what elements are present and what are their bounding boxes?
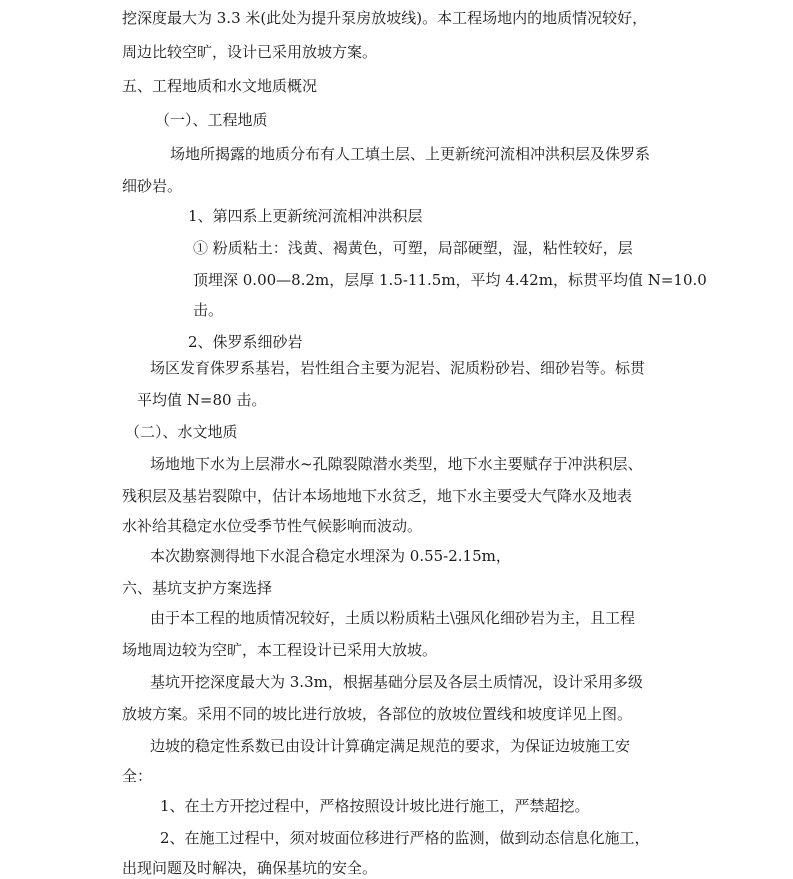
paragraph-line-stability-2: 全： (122, 767, 153, 785)
item-line-silty-clay-1: ① 粉质粘土：浅黄、褐黄色，可塑，局部硬塑，湿，粘性较好，层 (193, 239, 633, 257)
item-heading-jurassic: 2、侏罗系细砂岩 (188, 333, 303, 351)
paragraph-line-water-1: 场地地下水为上层滞水~孔隙裂隙潜水类型，地下水主要赋存于冲洪积层、 (150, 455, 643, 473)
paragraph-line-slope-1: 由于本工程的地质情况较好，土质以粉质粘土\强风化细砂岩为主，且工程 (150, 609, 636, 627)
paragraph-line-bedrock-2: 平均值 N=80 击。 (137, 391, 267, 409)
section-heading-6: 六、基坑支护方案选择 (122, 579, 273, 597)
list-item-2-line-2: 出现问题及时解决，确保基坑的安全。 (122, 859, 378, 877)
item-line-silty-clay-3: 击。 (193, 301, 224, 319)
subsection-heading-engineering-geology: （一）、工程地质 (155, 111, 268, 129)
paragraph-line-water-3: 水补给其稳定水位受季节性气候影响而波动。 (122, 517, 423, 535)
paragraph-line-water-2: 残积层及基岩裂隙中，估计本场地地下水贫乏，地下水主要受大气降水及地表 (122, 487, 633, 505)
list-item-2-line-1: 2、在施工过程中，须对坡面位移进行严格的监测，做到动态信息化施工， (160, 829, 650, 847)
paragraph-line-1: 挖深度最大为 3.3 米(此处为提升泵房放坡线)。本工程场地内的地质情况较好， (122, 9, 648, 27)
paragraph-line-geology-2: 细砂岩。 (122, 177, 183, 195)
item-line-silty-clay-2: 顶埋深 0.00—8.2m，层厚 1.5-11.5m，平均 4.42m，标贯平均值 N=10.0 (193, 271, 707, 289)
paragraph-line-survey: 本次勘察测得地下水混合稳定水埋深为 0.55-2.15m， (150, 547, 511, 565)
paragraph-line-bedrock-1: 场区发育侏罗系基岩，岩性组合主要为泥岩、泥质粉砂岩、细砂岩等。标贯 (150, 359, 646, 377)
paragraph-line-stability-1: 边坡的稳定性系数已由设计计算确定满足规范的要求，为保证边坡施工安 (150, 737, 631, 755)
paragraph-line-geology-1: 场地所揭露的地质分布有人工填土层、上更新统河流相冲洪积层及侏罗系 (170, 145, 651, 163)
list-item-1: 1、在土方开挖过程中，严格按照设计坡比进行施工，严禁超挖。 (160, 797, 590, 815)
paragraph-line-slope-2: 场地周边较为空旷，本工程设计已采用大放坡。 (122, 641, 438, 659)
paragraph-line-excavation-2: 放坡方案。采用不同的坡比进行放坡，各部位的放坡位置线和坡度详见上图。 (122, 705, 633, 723)
paragraph-line-excavation-1: 基坑开挖深度最大为 3.3m，根据基础分层及各层土质情况，设计采用多级 (150, 673, 643, 691)
paragraph-line-2: 周边比较空旷，设计已采用放坡方案。 (122, 43, 378, 61)
subsection-heading-hydrogeology: （二）、水文地质 (125, 423, 238, 441)
section-heading-5: 五、工程地质和水文地质概况 (122, 77, 318, 95)
item-heading-quaternary: 1、第四系上更新统河流相冲洪积层 (188, 207, 423, 225)
